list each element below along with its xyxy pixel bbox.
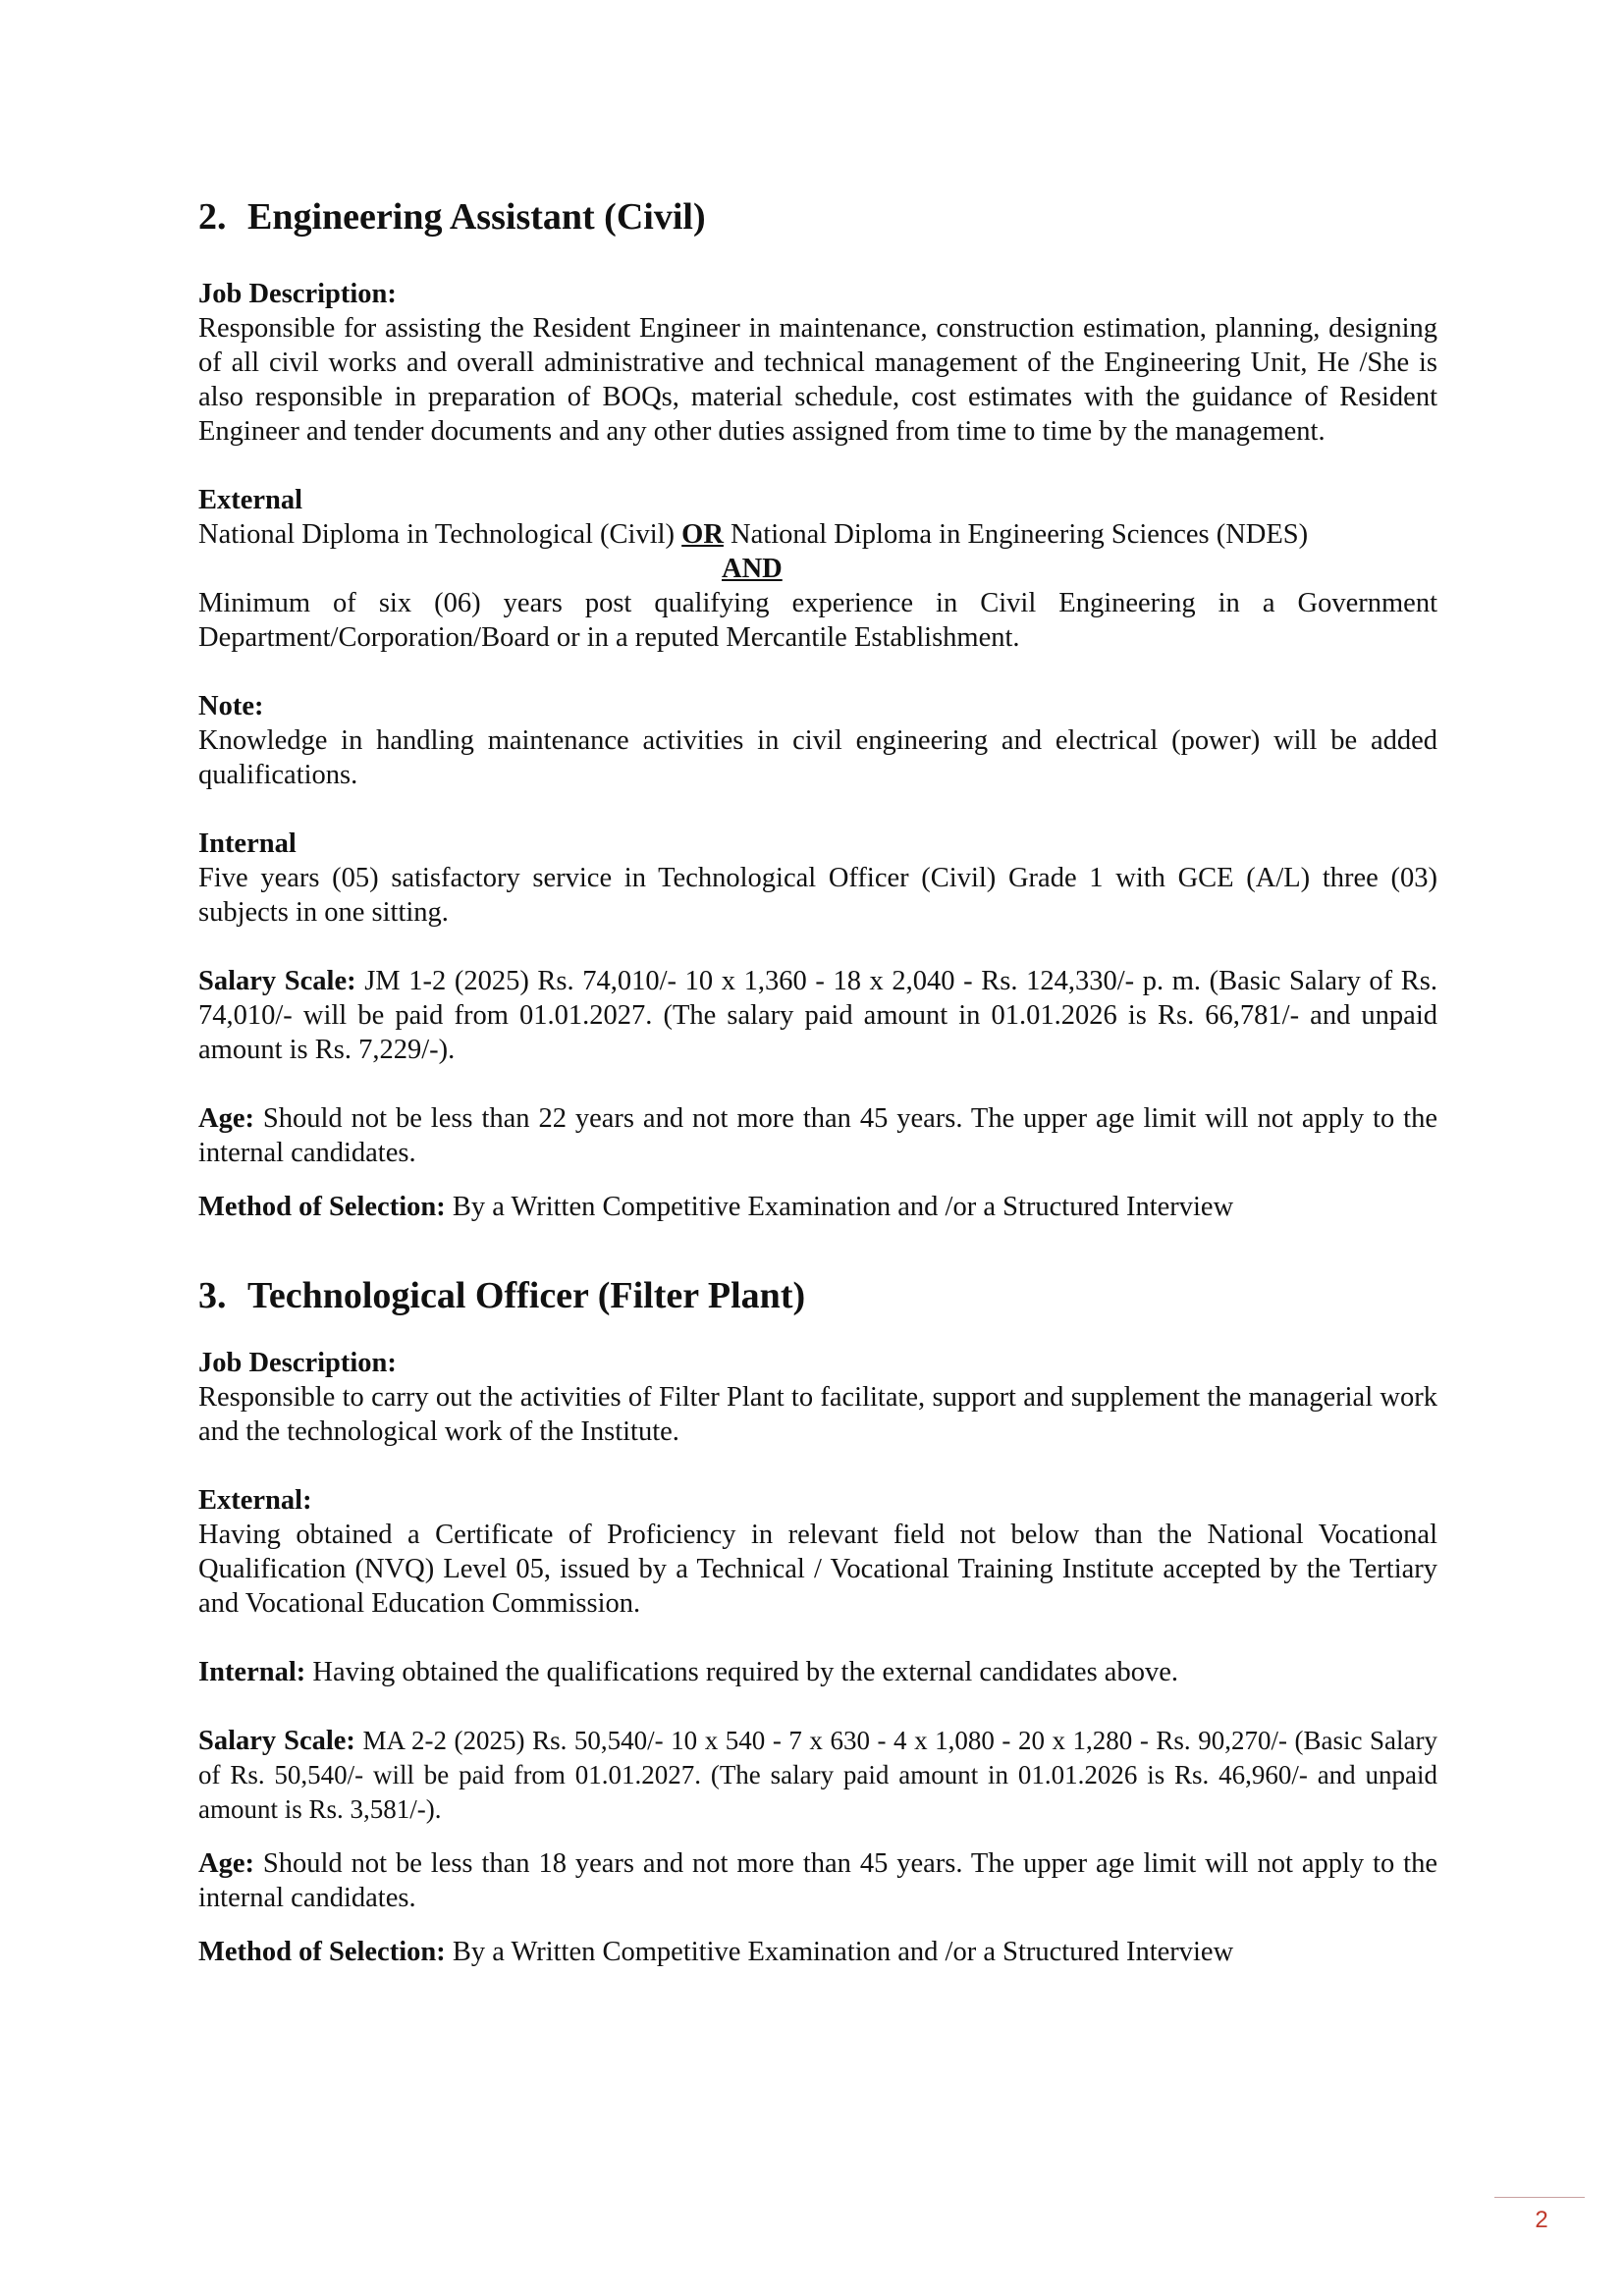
- s3-age-text: Should not be less than 18 years and not more than 45 years. The upper age limit will not apply to the internal candidates.: [198, 1848, 1437, 1913]
- s3-job-description-text: Responsible to carry out the activities of Filter Plant to facilitate, support and supplement the managerial work and the technological work of the Institute.: [198, 1382, 1437, 1447]
- section-3-heading: [198, 1273, 1437, 1318]
- s3-salary-text: MA 2-2 (2025) Rs. 50,540/- 10 x 540 - 7 x 630 - 4 x 1,080 - 20 x 1,280 - Rs. 90,270/- (Basic Salary of Rs. 50,540/- will be paid from 01.01.2027. (The salary paid amount in 01.01.2026 is Rs. 46,960/- and unpaid amount is Rs. 3,581/-).: [198, 1726, 1437, 1824]
- s2-age-text: Should not be less than 22 years and not more than 45 years. The upper age limit will not apply to the internal candidates.: [198, 1103, 1437, 1168]
- footer-divider: [1494, 2197, 1585, 2198]
- s3-method: [198, 1935, 1437, 1969]
- s2-salary-text: JM 1-2 (2025) Rs. 74,010/- 10 x 1,360 - 18 x 2,040 - Rs. 124,330/- p. m. (Basic Salary of Rs. 74,010/- will be paid from 01.01.2027. (The salary paid amount in 01.01.2026 is Rs. 66,781/- and unpaid amount is Rs. 7,229/-).: [198, 966, 1438, 1065]
- s3-external-text: Having obtained a Certificate of Proficiency in relevant field not below than the National Vocational Qualification (NVQ) Level 05, issued by a Technical / Vocational Training Institute accepted by the Tertiary and Vocational Education Commission.: [198, 1520, 1437, 1619]
- s2-internal-text: Five years (05) satisfactory service in Technological Officer (Civil) Grade 1 with GCE (A/L) three (03) subjects in one sitting.: [198, 863, 1437, 928]
- s2-age: [198, 1101, 1437, 1170]
- page-number: 2: [1535, 2207, 1548, 2233]
- s2-method-label: Method of Selection:: [198, 1192, 446, 1222]
- s3-salary-scale: [198, 1724, 1437, 1827]
- section-2-title: Engineering Assistant (Civil): [247, 196, 706, 238]
- section-2-number: 2.: [198, 196, 227, 238]
- s2-external-diploma-a: National Diploma in Technological (Civil): [198, 519, 682, 550]
- s2-external-or: OR: [681, 519, 724, 550]
- s2-external-and: AND: [722, 554, 783, 584]
- document-body: [198, 194, 1437, 1969]
- s2-method-text: By a Written Competitive Examination and /or a Structured Interview: [445, 1192, 1234, 1222]
- s3-method-label: Method of Selection:: [198, 1937, 446, 1967]
- s3-external-label: External:: [198, 1485, 312, 1516]
- s3-job-description-label: Job Description:: [198, 1348, 397, 1378]
- s3-internal: [198, 1655, 1437, 1689]
- s3-internal-text: Having obtained the qualifications required by the external candidates above.: [305, 1657, 1178, 1687]
- s2-internal-label: Internal: [198, 828, 297, 859]
- s2-note-text: Knowledge in handling maintenance activities in civil engineering and electrical (power) will be added qualifications.: [198, 725, 1437, 790]
- s2-note-label: Note:: [198, 691, 264, 721]
- s2-salary-scale: [198, 964, 1437, 1067]
- s2-external-diploma-line: [198, 517, 1437, 552]
- s2-salary-label: Salary Scale:: [198, 966, 356, 996]
- s3-age-label: Age:: [198, 1848, 254, 1879]
- s2-external-diploma-b: National Diploma in Engineering Sciences (NDES): [723, 519, 1309, 550]
- s2-age-label: Age:: [198, 1103, 254, 1134]
- s2-external-label: External: [198, 485, 303, 515]
- s3-salary-label: Salary Scale:: [198, 1726, 355, 1756]
- s3-age: [198, 1846, 1437, 1915]
- s3-internal-label: Internal:: [198, 1657, 306, 1687]
- s2-job-description-text: Responsible for assisting the Resident Engineer in maintenance, construction estimation, planning, designing of all civil works and overall administrative and technical management of the Engineering Unit, He /She is also responsible in preparation of BOQs, material schedule, cost estimates with the guidance of Resident Engineer and tender documents and any other duties assigned from time to time by the management.: [198, 313, 1437, 447]
- section-2-heading: [198, 194, 1437, 240]
- s2-job-description-label: Job Description:: [198, 279, 397, 309]
- s3-method-text: By a Written Competitive Examination and /or a Structured Interview: [445, 1937, 1234, 1967]
- section-3-number: 3.: [198, 1275, 227, 1316]
- s2-external-experience: Minimum of six (06) years post qualifying experience in Civil Engineering in a Government Department/Corporation/Board or in a reputed Mercantile Establishment.: [198, 588, 1437, 653]
- s2-method: [198, 1190, 1437, 1224]
- section-3-title: Technological Officer (Filter Plant): [247, 1275, 806, 1316]
